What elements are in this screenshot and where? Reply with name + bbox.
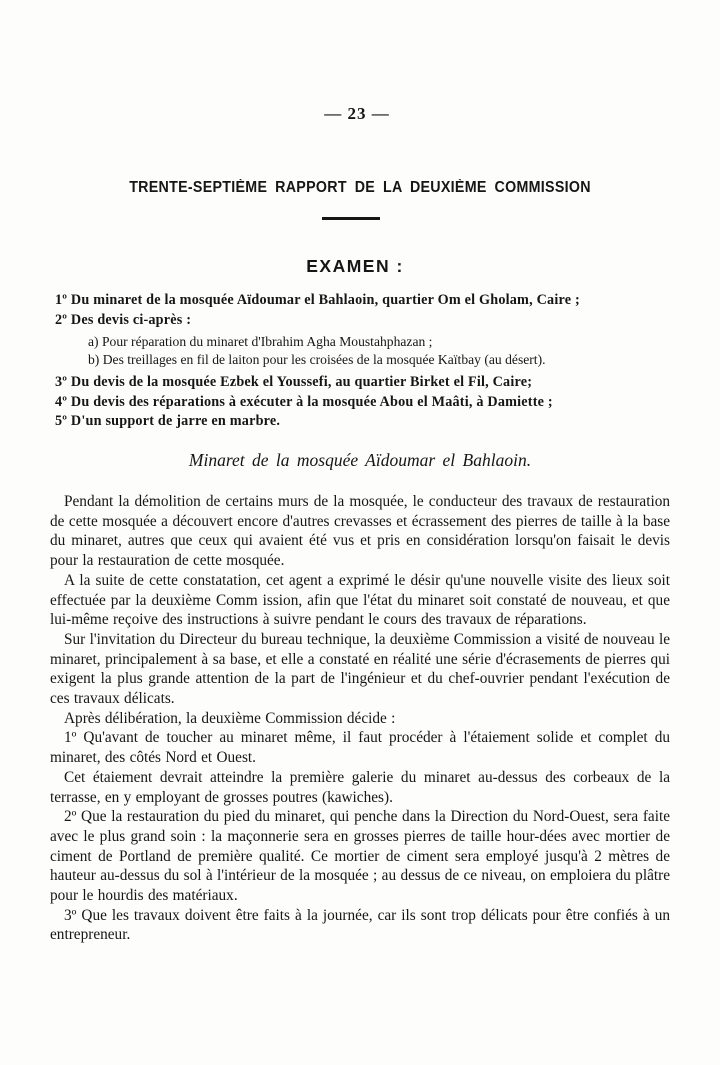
paragraph-2: A la suite de cette constatation, cet agent a exprimé le désir qu'une nouvelle visite des lieux soit effectuée par la deuxième Comm ission, afin que l'état du minaret soit constaté de nouveau, et que lui-même reçoive des instructions à suivre pendant le cours des travaux de réparations. xyxy=(50,571,670,629)
title-divider-rule xyxy=(322,217,380,220)
paragraph-5: 1º Qu'avant de toucher au minaret même, il faut procéder à l'étaiement solide et complet du minaret, des côtés Nord et Ouest. xyxy=(50,729,670,767)
report-title: TRENTE-SEPTIÈME RAPPORT DE LA DEUXIÈME COMMISSION xyxy=(129,179,591,196)
examen-item-5: 5º D'un support de jarre en marbre. xyxy=(55,413,281,429)
examen-subitem-b: b) Des treillages en fil de laiton pour les croisées de la mosquée Kaïtbay (au désert). xyxy=(88,352,546,367)
body-text xyxy=(50,492,670,945)
paragraph-7: 2º Que la restauration du pied du minaret, qui penche dans la Direction du Nord-Ouest, sera faite avec le plus grand soin : la maçonnerie sera en grosses pierres de taille hour-dées avec mortier de ciment de Portland de première qualité. Ce mortier de ciment sera employé jusqu'à 2 mètres de hauteur au-dessus du sol à l'intérieur de la mosquée ; au dessus de ce niveau, on emploiera du plâtre pour le hourdis des matériaux. xyxy=(50,808,670,905)
examen-item-4: 4º Du devis des réparations à exécuter à la mosquée Abou el Maâti, à Damiette ; xyxy=(55,393,553,410)
examen-item-1: 1º Du minaret de la mosquée Aïdoumar el Bahlaoin, quartier Om el Gholam, Caire ; xyxy=(55,292,580,308)
examen-item-3: 3º Du devis de la mosquée Ezbek el Youssefi, au quartier Birket el Fil, Caire; xyxy=(55,374,533,390)
examen-heading: EXAMEN : xyxy=(306,256,404,276)
section-heading: Minaret de la mosquée Aïdoumar el Bahlaoin. xyxy=(188,450,532,470)
examen-item-2: 2º Des devis ci-après : xyxy=(55,311,192,328)
paragraph-3: Sur l'invitation du Directeur du bureau technique, la deuxième Commission a visité de nouveau le minaret, principalement à sa base, et elle a constaté en réalité une série d'écrasements de pierres qui exigent la plus grande attention de la part de l'ingénieur et du chef-ouvrier pendant l'exécution de ces travaux délicats. xyxy=(50,630,670,708)
page-number: — 23 — xyxy=(324,104,390,123)
paragraph-8: 3º Que les travaux doivent être faits à la journée, car ils sont trop délicats pour être confiés à un entrepreneur. xyxy=(50,906,670,944)
examen-subitem-a: a) Pour réparation du minaret d'Ibrahim Agha Moustahphazan ; xyxy=(88,333,433,349)
paragraph-6: Cet étaiement devrait atteindre la première galerie du minaret au-dessus des corbeaux de la terrasse, en y employant de grosses poutres (kawiches). xyxy=(50,768,670,806)
examen-sublist xyxy=(55,333,671,370)
examen-list xyxy=(55,291,671,432)
paragraph-1: Pendant la démolition de certains murs de la mosquée, le conducteur des travaux de restauration de cette mosquée a découvert encore d'autres crevasses et écrassement des pierres de taille à la base du minaret, autres que ceux qui avaient été vus et pris en considération lorsqu'on faisait le devis pour la restauration de cette mosquée. xyxy=(50,493,670,570)
paragraph-4: Après délibération, la deuxième Commission décide : xyxy=(64,709,396,727)
